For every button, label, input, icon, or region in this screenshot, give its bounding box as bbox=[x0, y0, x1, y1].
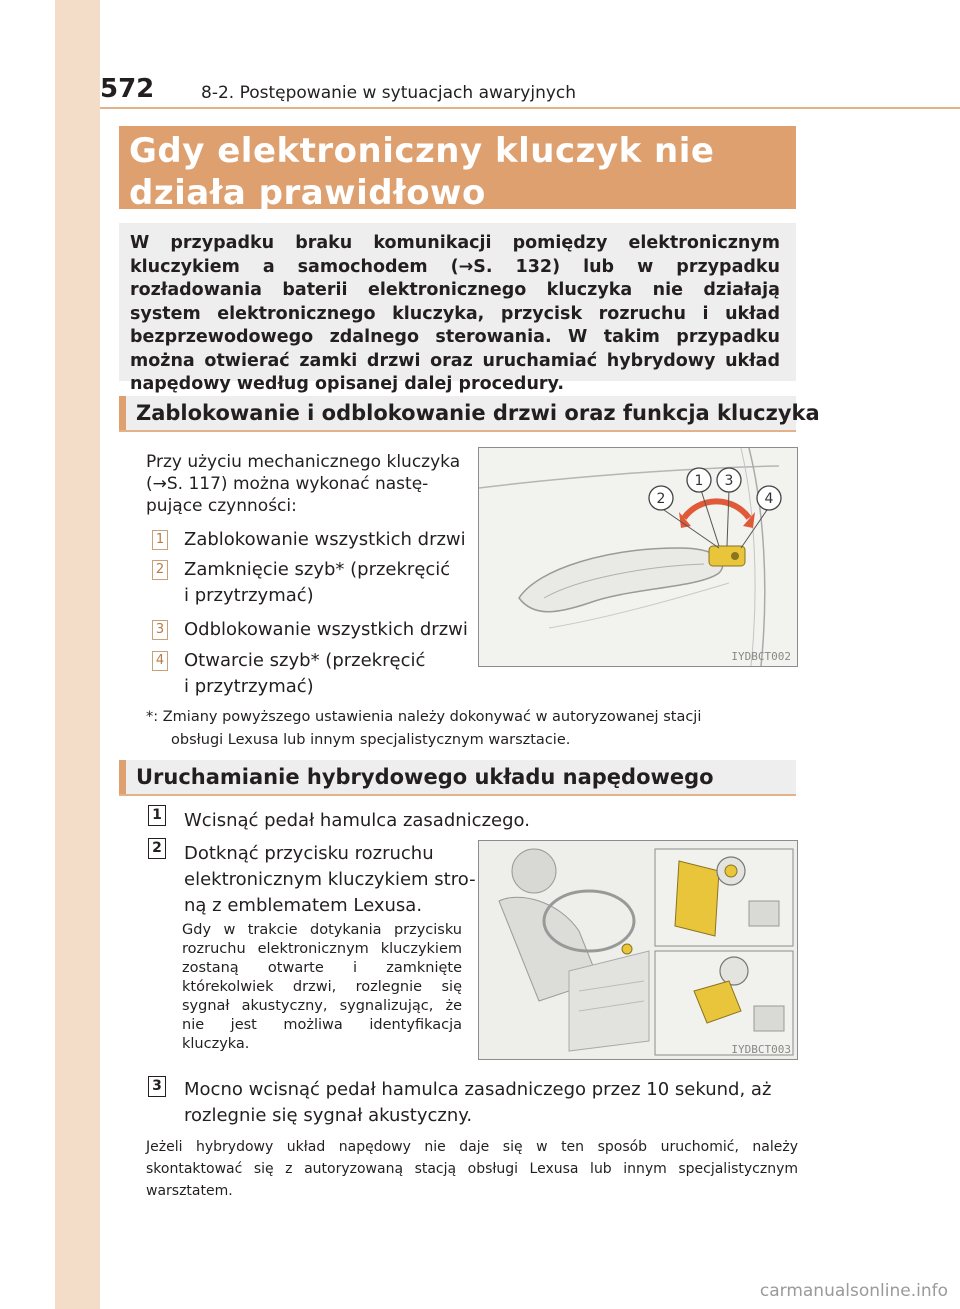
item-badge: 4 bbox=[152, 651, 168, 671]
header-rule bbox=[100, 107, 960, 109]
footnote-line-1: *: Zmiany powyższego ustawienia należy dokonywać w autoryzowanej stacji bbox=[146, 709, 702, 725]
start-button-figure bbox=[478, 840, 798, 1060]
side-band bbox=[55, 0, 100, 1309]
closing-paragraph: Jeżeli hybrydowy układ napędowy nie daje się w ten sposób uruchomić, należy skontaktować się z autoryzowaną stacją obsługi Lexusa lub innym specjalistycznym warsztatem. bbox=[146, 1139, 798, 1199]
list-item: Otwarcie szyb* (przekręcić bbox=[184, 650, 426, 671]
step-text: Dotknąć przycisku rozruchu bbox=[184, 843, 434, 864]
lead-line-2: (→S. 117) można wykonać nastę- bbox=[146, 474, 429, 494]
figure-code: IYDBCT002 bbox=[731, 650, 791, 663]
intro-text: W przypadku braku komunikacji pomiędzy elektronicznym kluczykiem a samochodem (→S. 132) lub w przypadku rozładowania baterii elektronicznego kluczyka nie działają system elektronicznego kluczyka, przycisk rozruchu i układ bezprzewodowego zdalnego sterowania. W takim przypadku można otwierać zamki drzwi oraz uruchamiać hybrydowy układ napędowy według opisanej dalej procedury. bbox=[130, 233, 780, 394]
list-item: Zamknięcie szyb* (przekręcić bbox=[184, 559, 451, 580]
footer-watermark: carmanualsonline.info bbox=[759, 1281, 948, 1301]
section-heading-doors-text: Zablokowanie i odblokowanie drzwi oraz funkcja kluczyka bbox=[136, 401, 820, 425]
lead-line-3: pujące czynności: bbox=[146, 496, 297, 516]
list-item-cont: i przytrzymać) bbox=[184, 585, 314, 606]
title-banner bbox=[119, 126, 796, 213]
step-text: Mocno wcisnąć pedał hamulca zasadniczego przez 10 sekund, aż bbox=[184, 1079, 772, 1100]
section-heading-doors bbox=[126, 396, 820, 430]
step-note: Gdy w trakcie dotykania przycisku rozruchu elektronicznym kluczykiem zostaną otwarte i zamknięte którekolwiek drzwi, rozlegnie się sygnał akustyczny, sygnalizując, że nie jest możliwa identyfikacja kluczyka. bbox=[182, 922, 462, 1052]
list-item: Odblokowanie wszystkich drzwi bbox=[184, 619, 468, 640]
door-handle-figure bbox=[478, 447, 798, 667]
figure-code: IYDBCT003 bbox=[731, 1043, 791, 1056]
footnote-line-2: obsługi Lexusa lub innym specjalistycznym warsztacie. bbox=[171, 732, 571, 748]
item-badge: 1 bbox=[152, 530, 168, 550]
callout-label: 2 bbox=[656, 491, 666, 507]
page-title: Gdy elektroniczny kluczyk nie działa prawidłowo bbox=[129, 131, 715, 213]
step-number-box: 2 bbox=[148, 838, 166, 859]
section-heading-start bbox=[126, 760, 796, 794]
callout-label: 1 bbox=[694, 473, 704, 489]
item-badge: 3 bbox=[152, 620, 168, 640]
intro-panel bbox=[119, 223, 796, 394]
callout-label: 3 bbox=[724, 473, 734, 489]
step-text: Wcisnąć pedał hamulca zasadniczego. bbox=[184, 810, 530, 831]
start-button-illustration bbox=[479, 841, 797, 1059]
section-header: 8-2. Postępowanie w sytuacjach awaryjnych bbox=[201, 83, 577, 103]
page-number: 572 bbox=[100, 74, 155, 104]
step-text-cont: ną z emblematem Lexusa. bbox=[184, 895, 423, 916]
callout-labels bbox=[479, 448, 797, 666]
section-heading-start-text: Uruchamianie hybrydowego układu napędowego bbox=[136, 765, 714, 789]
step-number-box: 1 bbox=[148, 805, 166, 826]
step-number-box: 3 bbox=[148, 1076, 166, 1097]
callout-label: 4 bbox=[764, 491, 774, 507]
list-item-cont: i przytrzymać) bbox=[184, 676, 314, 697]
list-item: Zablokowanie wszystkich drzwi bbox=[184, 529, 466, 550]
step-text-cont: rozlegnie się sygnał akustyczny. bbox=[184, 1105, 473, 1126]
item-badge: 2 bbox=[152, 560, 168, 580]
step-text-cont: elektronicznym kluczykiem stro- bbox=[184, 869, 476, 890]
lead-line-1: Przy użyciu mechanicznego kluczyka bbox=[146, 452, 461, 472]
